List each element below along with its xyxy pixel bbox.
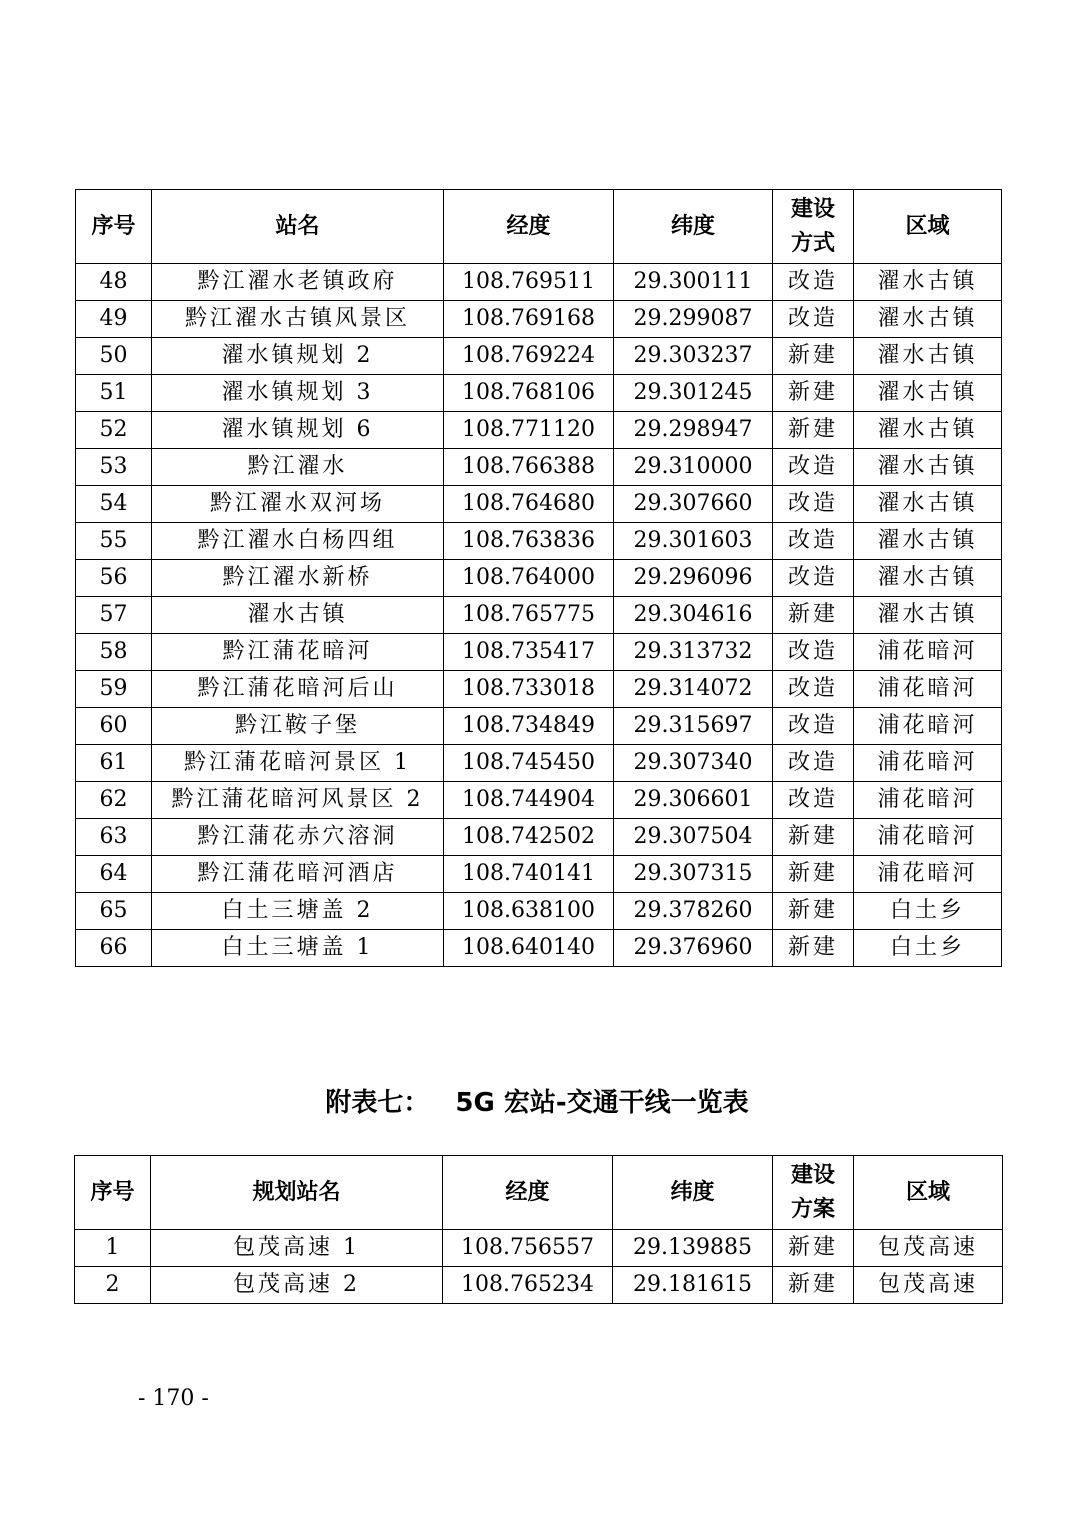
header-build-plan (773, 1156, 854, 1230)
cell-method: 新建 (773, 930, 854, 967)
table-row (76, 597, 1002, 634)
cell-area: 浦花暗河 (854, 745, 1002, 782)
cell-name: 黔江濯水白杨四组 (152, 523, 444, 560)
cell-name: 黔江濯水老镇政府 (152, 264, 444, 301)
cell-method: 改造 (773, 634, 854, 671)
cell-method: 新建 (773, 893, 854, 930)
cell-longitude: 108.769168 (444, 301, 614, 338)
cell-longitude: 108.765234 (443, 1267, 613, 1304)
cell-name: 濯水古镇 (152, 597, 444, 634)
cell-method: 改造 (773, 745, 854, 782)
table-header-row (76, 190, 1002, 264)
cell-method: 新建 (773, 338, 854, 375)
cell-method: 改造 (773, 449, 854, 486)
cell-longitude: 108.742502 (444, 819, 614, 856)
cell-area: 濯水古镇 (854, 486, 1002, 523)
table-header-row (75, 1156, 1003, 1230)
cell-no: 53 (76, 449, 152, 486)
cell-no: 57 (76, 597, 152, 634)
cell-method: 新建 (773, 412, 854, 449)
cell-no: 63 (76, 819, 152, 856)
cell-latitude: 29.310000 (614, 449, 773, 486)
cell-latitude: 29.306601 (614, 782, 773, 819)
table-row (76, 412, 1002, 449)
cell-latitude: 29.304616 (614, 597, 773, 634)
cell-name: 黔江濯水古镇风景区 (152, 301, 444, 338)
cell-name: 黔江蒲花暗河 (152, 634, 444, 671)
cell-area: 浦花暗河 (854, 819, 1002, 856)
cell-area: 濯水古镇 (854, 597, 1002, 634)
header-longitude: 经度 (444, 190, 614, 264)
cell-longitude: 108.764680 (444, 486, 614, 523)
cell-longitude: 108.766388 (444, 449, 614, 486)
cell-name: 黔江蒲花暗河景区 1 (152, 745, 444, 782)
cell-latitude: 29.300111 (614, 264, 773, 301)
cell-latitude: 29.299087 (614, 301, 773, 338)
table-row (76, 560, 1002, 597)
cell-name: 包茂高速 1 (151, 1230, 443, 1267)
cell-no: 50 (76, 338, 152, 375)
cell-name: 黔江濯水新桥 (152, 560, 444, 597)
cell-method: 改造 (773, 486, 854, 523)
cell-longitude: 108.638100 (444, 893, 614, 930)
table-row (76, 745, 1002, 782)
header-no: 序号 (75, 1156, 151, 1230)
table-row (75, 1267, 1003, 1304)
caption-title: 5G 宏站-交通干线一览表 (455, 1088, 749, 1118)
header-build-plan-line1: 建设 (790, 1162, 835, 1188)
table-row (76, 449, 1002, 486)
cell-name: 濯水镇规划 3 (152, 375, 444, 412)
cell-no: 64 (76, 856, 152, 893)
cell-no: 62 (76, 782, 152, 819)
cell-no: 58 (76, 634, 152, 671)
cell-name: 黔江濯水双河场 (152, 486, 444, 523)
cell-latitude: 29.301245 (614, 375, 773, 412)
cell-latitude: 29.181615 (613, 1267, 773, 1304)
table-row (76, 264, 1002, 301)
station-table-highway (74, 1155, 1003, 1304)
cell-longitude: 108.769511 (444, 264, 614, 301)
table-row (76, 375, 1002, 412)
table-row (76, 301, 1002, 338)
cell-longitude: 108.769224 (444, 338, 614, 375)
table-row (76, 523, 1002, 560)
cell-no: 59 (76, 671, 152, 708)
cell-name: 濯水镇规划 6 (152, 412, 444, 449)
cell-latitude: 29.307504 (614, 819, 773, 856)
cell-latitude: 29.301603 (614, 523, 773, 560)
cell-method: 新建 (773, 1267, 854, 1304)
cell-no: 52 (76, 412, 152, 449)
cell-area: 包茂高速 (854, 1267, 1003, 1304)
cell-no: 51 (76, 375, 152, 412)
page-number: - 170 - (138, 1386, 209, 1411)
header-build-method-line2: 方式 (790, 230, 835, 256)
header-latitude: 纬度 (613, 1156, 773, 1230)
cell-latitude: 29.376960 (614, 930, 773, 967)
table-row (76, 486, 1002, 523)
cell-name: 黔江蒲花暗河风景区 2 (152, 782, 444, 819)
header-no: 序号 (76, 190, 152, 264)
cell-latitude: 29.378260 (614, 893, 773, 930)
cell-no: 48 (76, 264, 152, 301)
cell-latitude: 29.314072 (614, 671, 773, 708)
header-name: 站名 (152, 190, 444, 264)
cell-no: 60 (76, 708, 152, 745)
cell-area: 濯水古镇 (854, 412, 1002, 449)
cell-area: 濯水古镇 (854, 264, 1002, 301)
cell-method: 改造 (773, 523, 854, 560)
cell-method: 新建 (773, 819, 854, 856)
caption-prefix: 附表七： (325, 1088, 430, 1118)
header-build-plan-line2: 方案 (790, 1196, 835, 1222)
table-row (75, 1230, 1003, 1267)
cell-no: 1 (75, 1230, 151, 1267)
cell-no: 55 (76, 523, 152, 560)
table-caption (0, 1082, 1074, 1119)
cell-latitude: 29.139885 (613, 1230, 773, 1267)
cell-method: 改造 (773, 560, 854, 597)
cell-longitude: 108.756557 (443, 1230, 613, 1267)
cell-area: 白土乡 (854, 930, 1002, 967)
cell-longitude: 108.765775 (444, 597, 614, 634)
table-row (76, 930, 1002, 967)
cell-name: 濯水镇规划 2 (152, 338, 444, 375)
cell-longitude: 108.771120 (444, 412, 614, 449)
cell-area: 濯水古镇 (854, 375, 1002, 412)
cell-no: 61 (76, 745, 152, 782)
cell-latitude: 29.303237 (614, 338, 773, 375)
station-table-scenic (75, 189, 1002, 967)
cell-area: 包茂高速 (854, 1230, 1003, 1267)
header-latitude: 纬度 (614, 190, 773, 264)
table-row (76, 338, 1002, 375)
cell-name: 黔江濯水 (152, 449, 444, 486)
cell-area: 浦花暗河 (854, 634, 1002, 671)
header-name: 规划站名 (151, 1156, 443, 1230)
cell-method: 新建 (773, 856, 854, 893)
cell-area: 濯水古镇 (854, 338, 1002, 375)
cell-method: 改造 (773, 782, 854, 819)
cell-method: 新建 (773, 597, 854, 634)
cell-area: 浦花暗河 (854, 782, 1002, 819)
table-row (76, 671, 1002, 708)
header-longitude: 经度 (443, 1156, 613, 1230)
cell-latitude: 29.307660 (614, 486, 773, 523)
cell-latitude: 29.313732 (614, 634, 773, 671)
cell-longitude: 108.744904 (444, 782, 614, 819)
cell-area: 浦花暗河 (854, 856, 1002, 893)
cell-longitude: 108.764000 (444, 560, 614, 597)
cell-area: 濯水古镇 (854, 560, 1002, 597)
cell-no: 56 (76, 560, 152, 597)
cell-name: 黔江蒲花暗河酒店 (152, 856, 444, 893)
cell-latitude: 29.298947 (614, 412, 773, 449)
cell-no: 49 (76, 301, 152, 338)
cell-area: 浦花暗河 (854, 708, 1002, 745)
cell-name: 包茂高速 2 (151, 1267, 443, 1304)
header-build-method-line1: 建设 (790, 196, 835, 222)
table-row (76, 856, 1002, 893)
cell-latitude: 29.296096 (614, 560, 773, 597)
table-row (76, 708, 1002, 745)
table-row (76, 634, 1002, 671)
cell-longitude: 108.733018 (444, 671, 614, 708)
cell-no: 54 (76, 486, 152, 523)
cell-area: 白土乡 (854, 893, 1002, 930)
cell-method: 改造 (773, 671, 854, 708)
cell-longitude: 108.640140 (444, 930, 614, 967)
cell-method: 新建 (773, 1230, 854, 1267)
cell-name: 白土三塘盖 1 (152, 930, 444, 967)
cell-area: 濯水古镇 (854, 449, 1002, 486)
header-build-method (773, 190, 854, 264)
cell-name: 白土三塘盖 2 (152, 893, 444, 930)
cell-latitude: 29.307315 (614, 856, 773, 893)
table-row (76, 782, 1002, 819)
cell-longitude: 108.763836 (444, 523, 614, 560)
cell-no: 66 (76, 930, 152, 967)
cell-latitude: 29.315697 (614, 708, 773, 745)
cell-no: 65 (76, 893, 152, 930)
cell-method: 改造 (773, 708, 854, 745)
cell-area: 濯水古镇 (854, 523, 1002, 560)
table-row (76, 893, 1002, 930)
table-row (76, 819, 1002, 856)
cell-name: 黔江鞍子堡 (152, 708, 444, 745)
cell-area: 浦花暗河 (854, 671, 1002, 708)
cell-method: 改造 (773, 301, 854, 338)
cell-method: 改造 (773, 264, 854, 301)
cell-no: 2 (75, 1267, 151, 1304)
cell-method: 新建 (773, 375, 854, 412)
cell-longitude: 108.734849 (444, 708, 614, 745)
cell-longitude: 108.768106 (444, 375, 614, 412)
cell-name: 黔江蒲花暗河后山 (152, 671, 444, 708)
cell-longitude: 108.740141 (444, 856, 614, 893)
cell-latitude: 29.307340 (614, 745, 773, 782)
cell-area: 濯水古镇 (854, 301, 1002, 338)
header-area: 区域 (854, 1156, 1003, 1230)
cell-longitude: 108.735417 (444, 634, 614, 671)
cell-name: 黔江蒲花赤穴溶洞 (152, 819, 444, 856)
cell-longitude: 108.745450 (444, 745, 614, 782)
header-area: 区域 (854, 190, 1002, 264)
